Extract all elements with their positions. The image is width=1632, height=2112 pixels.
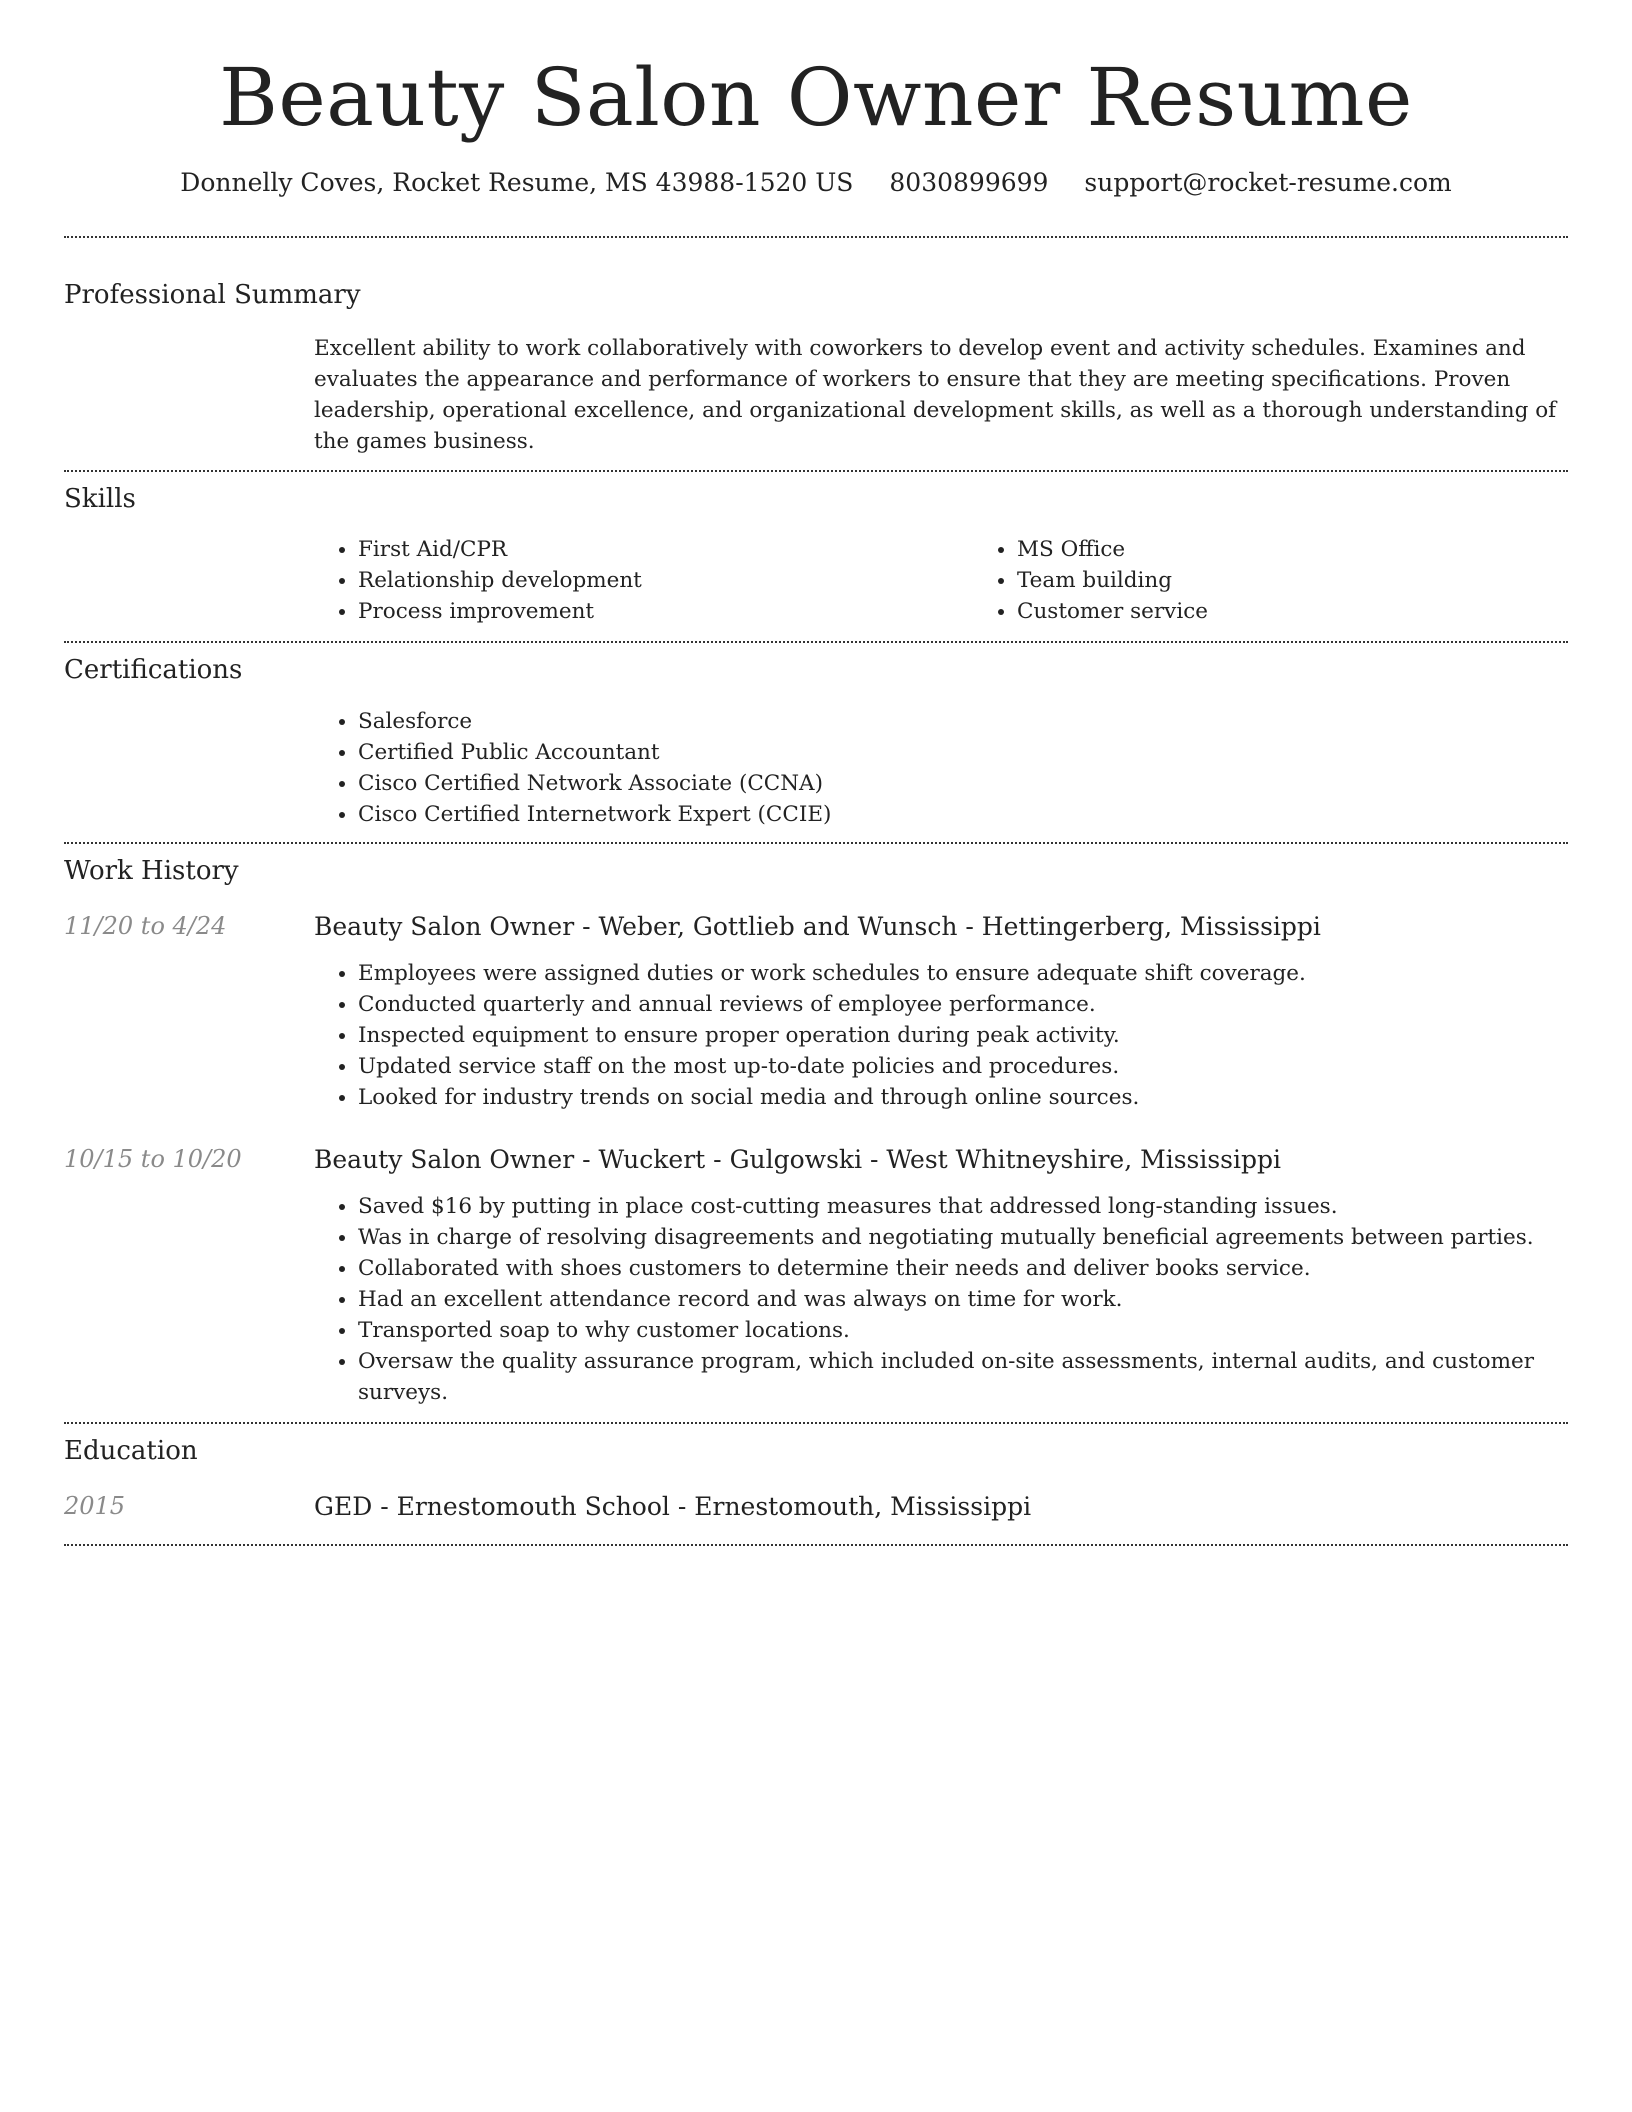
list-item: • Collaborated with shoes customers to determine their needs and deliver books service.: [358, 1253, 1568, 1284]
summary-text: Excellent ability to work collaboratively with coworkers to develop event and activity schedules. Examines and evaluates the appearance and performance of workers to ensure that they are meeting specifications. Proven leadership, operational excellence, and organizational development skills, as well as a thorough understanding of the games business.: [314, 336, 1557, 455]
divider: [64, 1422, 1568, 1424]
job-bullets: [314, 1191, 1568, 1408]
list-item: • Cisco Certified Network Associate (CCNA): [358, 768, 1568, 799]
skills-list-left: [314, 534, 973, 627]
education-heading: GED - Ernestomouth School - Ernestomouth, Mississippi: [314, 1491, 1032, 1521]
list-item: • Oversaw the quality assurance program, which included on-site assessments, internal audits, and customer surveys.: [358, 1346, 1568, 1408]
section-title-work-history: Work History: [64, 855, 239, 886]
certifications-list: [314, 706, 1568, 830]
list-item: • Cisco Certified Internetwork Expert (CCIE): [358, 799, 1568, 830]
section-title-skills: Skills: [64, 484, 136, 515]
list-item: • MS Office: [1017, 534, 1632, 565]
section-title-certifications: Certifications: [64, 655, 243, 686]
divider: [64, 1544, 1568, 1546]
resume-page: [64, 0, 1568, 1546]
list-item: • Conducted quarterly and annual reviews of employee performance.: [358, 989, 1568, 1020]
list-item: • Certified Public Accountant: [358, 737, 1568, 768]
list-item: • Salesforce: [358, 706, 1568, 737]
list-item: • Had an excellent attendance record and was always on time for work.: [358, 1284, 1568, 1315]
divider: [64, 236, 1568, 238]
summary-section: [64, 333, 1568, 457]
list-item: • Looked for industry trends on social media and through online sources.: [358, 1082, 1568, 1113]
list-item: • Saved $16 by putting in place cost-cutting measures that addressed long-standing issues.: [358, 1191, 1568, 1222]
job-dates: 11/20 to 4/24: [64, 911, 227, 940]
resume-title: Beauty Salon Owner Resume: [219, 51, 1413, 144]
certifications-section: [64, 706, 1568, 830]
list-item: • Relationship development: [358, 565, 973, 596]
list-item: • First Aid/CPR: [358, 534, 973, 565]
job-entry: [64, 912, 1568, 1113]
contact-email: support@rocket-resume.com: [1084, 168, 1452, 197]
list-item: • Customer service: [1017, 596, 1632, 627]
contact-phone: 8030899699: [889, 168, 1049, 197]
job-entry: [64, 1145, 1568, 1408]
divider: [64, 842, 1568, 844]
divider: [64, 470, 1568, 472]
list-item: • Inspected equipment to ensure proper operation during peak activity.: [358, 1020, 1568, 1051]
list-item: • Team building: [1017, 565, 1632, 596]
education-entry: [64, 1492, 1568, 1522]
job-dates: 10/15 to 10/20: [64, 1144, 242, 1173]
list-item: • Transported soap to why customer locations.: [358, 1315, 1568, 1346]
skills-section: [64, 534, 1568, 627]
list-item: • Updated service staff on the most up-to-date policies and procedures.: [358, 1051, 1568, 1082]
list-item: • Was in charge of resolving disagreements and negotiating mutually beneficial agreements between parties.: [358, 1222, 1568, 1253]
skills-list-right: [973, 534, 1632, 627]
job-bullets: [314, 958, 1568, 1113]
job-heading: Beauty Salon Owner - Weber, Gottlieb and Wunsch - Hettingerberg, Mississippi: [314, 911, 1321, 941]
list-item: • Process improvement: [358, 596, 973, 627]
education-year: 2015: [64, 1491, 126, 1520]
job-heading: Beauty Salon Owner - Wuckert - Gulgowski - West Whitneyshire, Mississippi: [314, 1144, 1282, 1174]
list-item: • Employees were assigned duties or work schedules to ensure adequate shift coverage.: [358, 958, 1568, 989]
divider: [64, 641, 1568, 643]
contact-address: Donnelly Coves, Rocket Resume, MS 43988-1520 US: [180, 168, 854, 197]
contact-line: [64, 168, 1568, 198]
section-title-education: Education: [64, 1435, 198, 1466]
section-title-summary: Professional Summary: [64, 280, 361, 310]
